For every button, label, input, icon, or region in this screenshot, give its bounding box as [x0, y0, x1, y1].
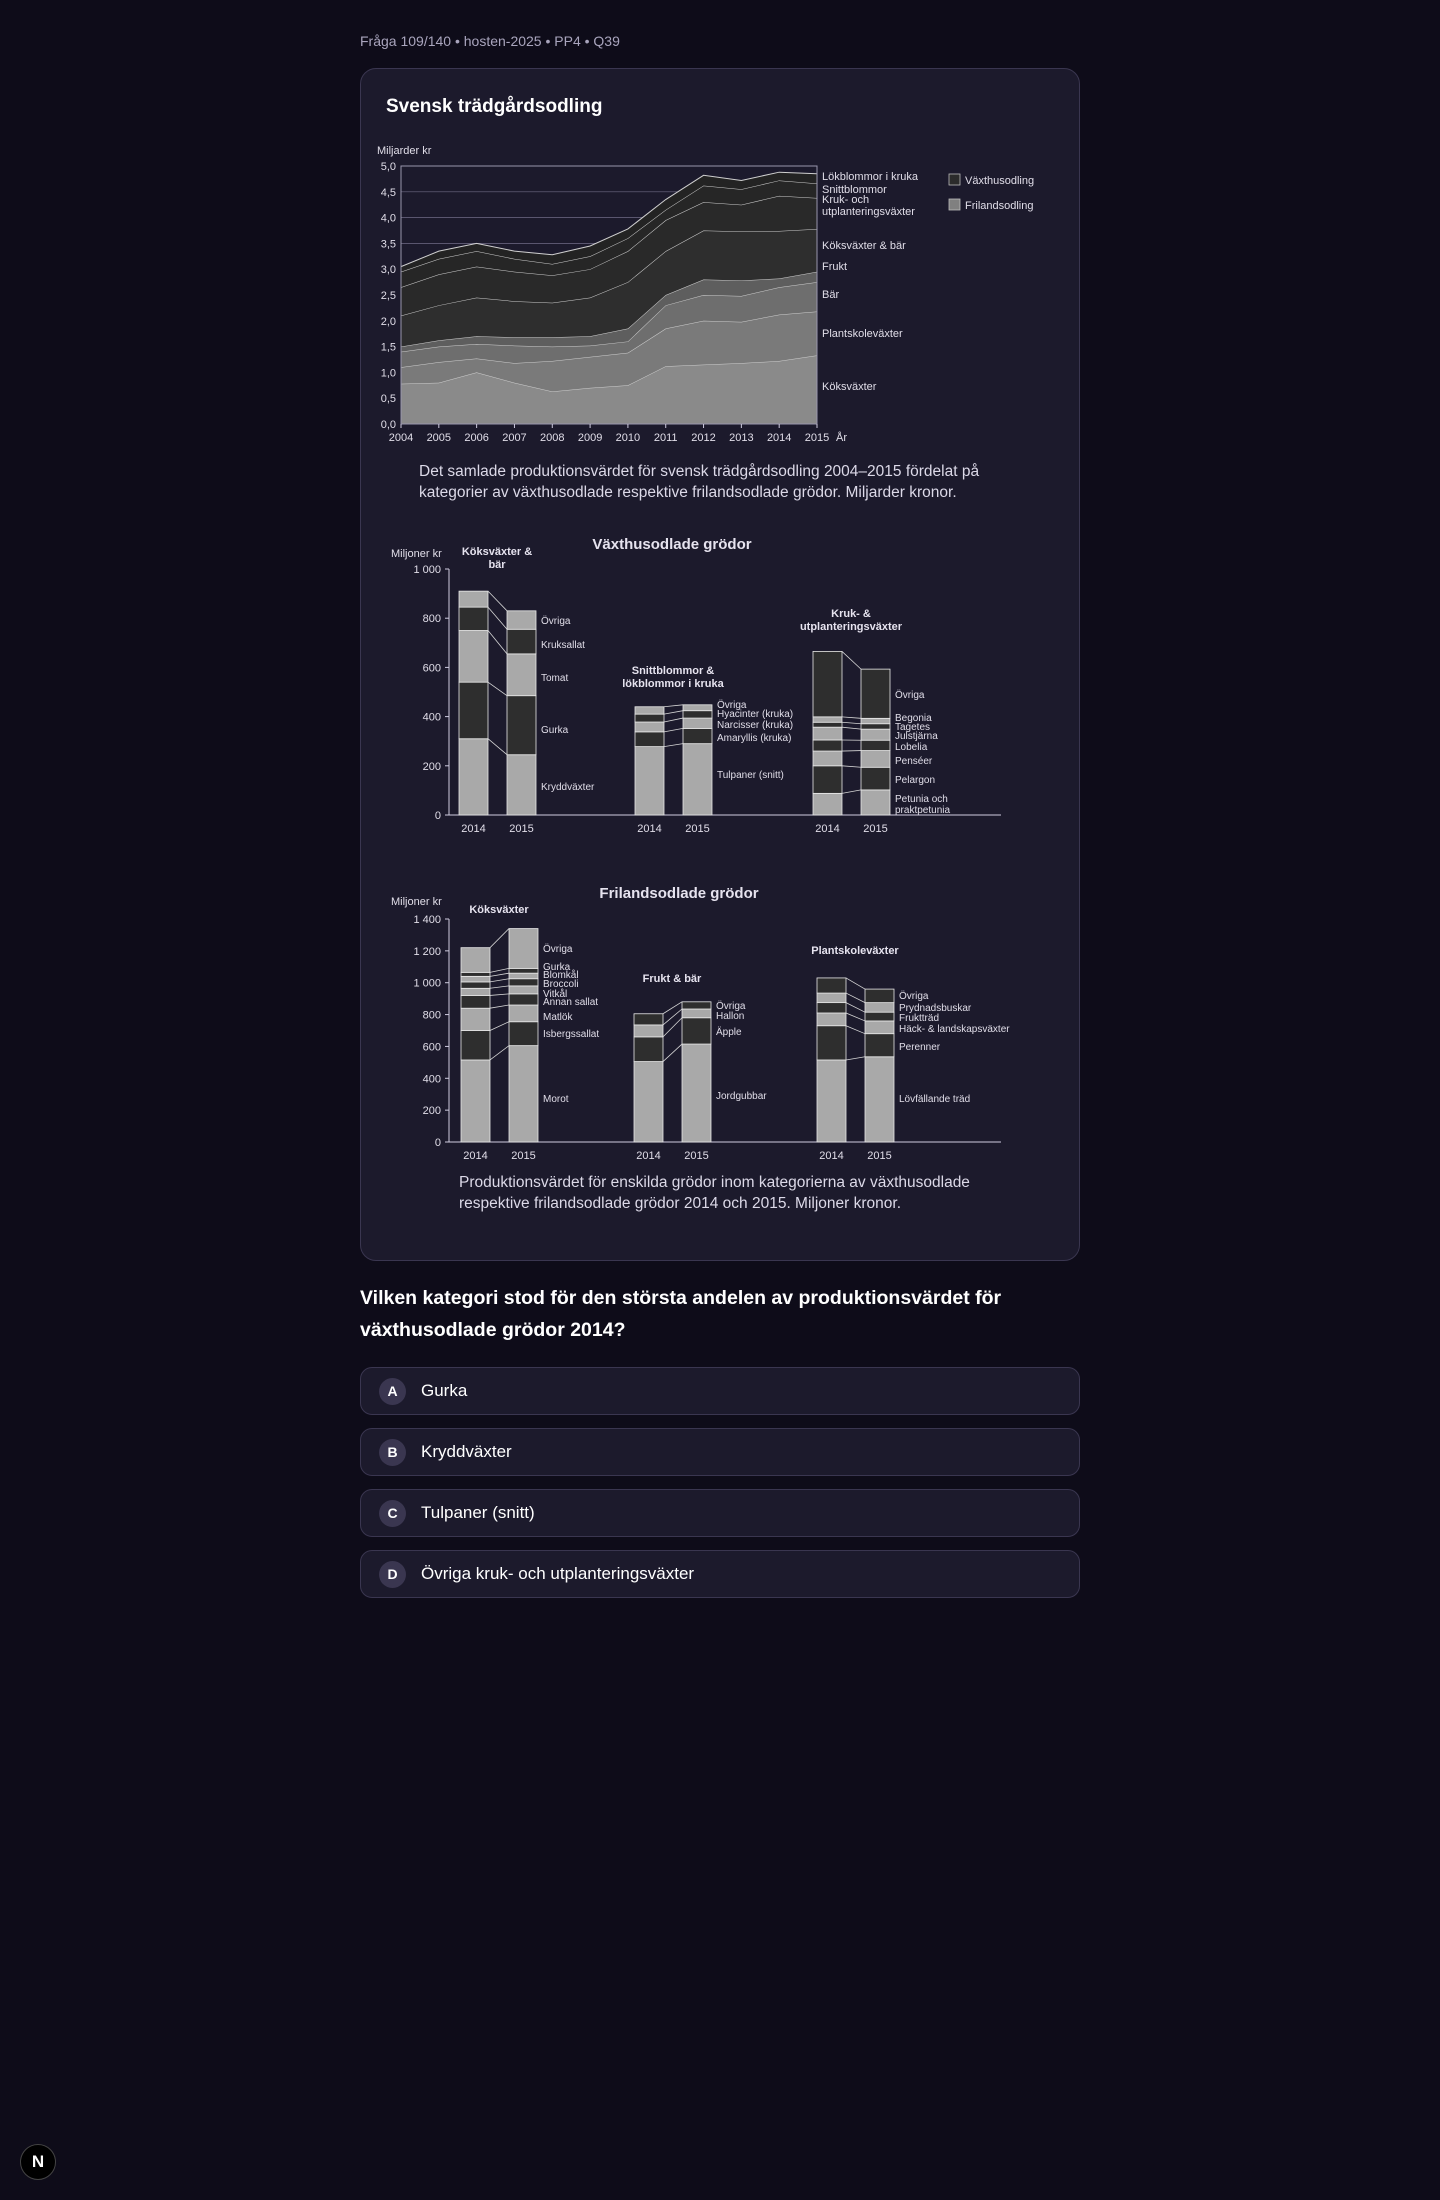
figure-card: [360, 68, 1080, 1261]
segment-label: Gurka: [541, 725, 569, 736]
x-tick-label: 2009: [577, 432, 603, 444]
x-tick-label: 2014: [463, 1150, 488, 1162]
y-tick-label: 2,5: [380, 290, 396, 302]
connector-line: [846, 978, 865, 989]
x-tick-label: 2015: [867, 1150, 892, 1162]
connector-line: [664, 728, 683, 731]
x-tick-label: 2015: [509, 823, 534, 835]
connector-line: [488, 591, 507, 611]
y-tick-label: 800: [422, 613, 441, 626]
segment-label: Övriga: [543, 944, 573, 955]
segment-label: Lövfällande träd: [899, 1094, 971, 1105]
segment-label: Matlök: [543, 1012, 573, 1023]
y-tick-label: 4,0: [380, 212, 396, 225]
option-b[interactable]: [360, 1428, 1080, 1476]
bar-segment: [865, 1003, 894, 1013]
figure-title: Svensk trädgårdsodling: [386, 96, 603, 117]
bar-segment: [507, 611, 536, 629]
series-label: Frukt: [822, 261, 848, 273]
legend-label: Frilandsodling: [965, 200, 1034, 212]
segment-label: Övriga: [716, 1001, 746, 1012]
connector-line: [842, 727, 861, 729]
bar-segment: [507, 654, 536, 696]
y-tick-label: 3,5: [380, 238, 396, 251]
bar-segment: [683, 718, 712, 728]
bar-segment: [507, 629, 536, 654]
greenhouse-bar-chart: [371, 527, 1071, 857]
segment-label: Tomat: [541, 673, 569, 684]
option-letter: C: [379, 1500, 406, 1527]
bar-segment: [813, 651, 842, 716]
bar-segment: [459, 682, 488, 739]
bar-segment: [682, 1018, 711, 1044]
bar-segment: [683, 711, 712, 718]
bar-segment: [509, 973, 538, 979]
bar-segment: [865, 989, 894, 1003]
bar-segment: [507, 755, 536, 815]
segment-label: praktpetunia: [895, 805, 951, 816]
group-title: Frukt & bär: [642, 973, 702, 985]
legend-label: Växthusodling: [965, 175, 1035, 187]
y-tick-label: 400: [422, 1073, 441, 1086]
bar-segment: [461, 982, 490, 988]
x-tick-label: 2012: [691, 432, 716, 444]
bar-segment: [635, 732, 664, 747]
connector-line: [488, 682, 507, 696]
y-tick-label: 600: [422, 1041, 441, 1054]
y-tick-label: 200: [422, 760, 441, 773]
segment-label: Narcisser (kruka): [717, 720, 794, 731]
connector-line: [664, 711, 683, 714]
bar-segment: [817, 1060, 846, 1142]
segment-label: Blomkål: [543, 970, 579, 981]
bar-segment: [634, 1037, 663, 1062]
connector-line: [842, 717, 861, 718]
bar-segment: [682, 1044, 711, 1142]
connector-line: [664, 718, 683, 722]
x-tick-label: 2011: [653, 432, 678, 444]
x-tick-label: 2004: [388, 432, 414, 444]
x-tick-label: 2014: [815, 823, 840, 835]
segment-label: Prydnadsbuskar: [899, 1003, 972, 1014]
x-tick-label: 2015: [511, 1150, 536, 1162]
segment-label: Lobelia: [895, 742, 928, 753]
segment-label: Hallon: [716, 1011, 745, 1022]
x-tick-label: 2015: [685, 823, 710, 835]
bar-segment: [817, 993, 846, 1003]
segment-label: Julstjärna: [895, 731, 938, 742]
segment-label: Övriga: [717, 700, 747, 711]
bar-segment: [817, 1013, 846, 1026]
segment-label: Övriga: [895, 690, 925, 701]
x-tick-label: 2013: [729, 432, 754, 444]
bar-segment: [861, 740, 890, 750]
bar-segment: [861, 724, 890, 729]
segment-label: Jordgubbar: [716, 1091, 767, 1102]
segment-label: Övriga: [899, 991, 929, 1002]
bar-segment: [813, 766, 842, 794]
bar-segment: [817, 1026, 846, 1060]
bar-segment: [813, 727, 842, 740]
x-tick-label: 2014: [637, 823, 662, 835]
segment-label: Fruktträd: [899, 1013, 940, 1024]
bar-segment: [509, 929, 538, 969]
option-c[interactable]: [360, 1489, 1080, 1537]
bar-segment: [461, 972, 490, 976]
connector-line: [663, 1018, 682, 1037]
series-label: utplanteringsväxter: [822, 206, 915, 218]
y-tick-label: 1,5: [380, 341, 396, 354]
segment-label: Äpple: [716, 1027, 742, 1038]
segment-label: Gurka: [543, 962, 571, 973]
segment-label: Broccoli: [543, 979, 579, 990]
x-tick-label: 2007: [502, 432, 527, 444]
y-tick-label: 200: [422, 1105, 441, 1118]
outdoor-bar-chart: [371, 877, 1071, 1197]
group-title: Köksväxter &: [461, 546, 533, 558]
area-chart: [371, 139, 1071, 459]
segment-label: Tagetes: [895, 722, 931, 733]
x-tick-label: 2014: [766, 432, 792, 444]
bar-segment: [461, 988, 490, 995]
y-tick-label: 800: [422, 1009, 441, 1022]
bar-segment: [509, 986, 538, 994]
bar-segment: [813, 751, 842, 766]
y-tick-label: 2,0: [380, 315, 396, 328]
y-tick-label: 4,5: [380, 186, 396, 199]
bar-segment: [461, 995, 490, 1008]
x-tick-label: 2015: [863, 823, 888, 835]
connector-line: [490, 979, 509, 982]
bar-segment: [509, 1046, 538, 1142]
group-title: bär: [488, 559, 506, 571]
bar-segment: [813, 740, 842, 751]
chart-title: Frilandsodlade grödor: [599, 885, 759, 902]
x-tick-label: 2010: [615, 432, 641, 444]
option-label: Tulpaner (snitt): [421, 1503, 535, 1522]
series-label: Köksväxter: [822, 381, 877, 393]
connector-line: [490, 929, 509, 948]
x-tick-label: 2008: [540, 432, 565, 444]
figure-caption-2: Produktionsvärdet för enskilda grödor inom kategorierna av växthusodlade respektive frilandsodlade grödor 2014 och 2015. Miljoner kronor.: [459, 1174, 970, 1212]
bar-segment: [507, 696, 536, 755]
series-label: Plantskoleväxter: [822, 328, 903, 340]
bar-segment: [461, 948, 490, 973]
x-tick-label: 2014: [461, 823, 486, 835]
connector-line: [842, 790, 861, 793]
segment-label: Penséer: [895, 756, 933, 767]
connector-line: [490, 968, 509, 972]
connector-line: [842, 722, 861, 723]
bar-segment: [861, 669, 890, 718]
option-label: Kryddväxter: [421, 1442, 512, 1461]
segment-label: Vitkål: [543, 989, 568, 1000]
bar-segment: [813, 793, 842, 815]
question-text: Vilken kategori stod för den största andelen av produktionsvärdet för växthusodlade grödor 2014?: [360, 1287, 1002, 1341]
series-label: Bär: [822, 289, 840, 301]
bar-segment: [865, 1034, 894, 1057]
y-axis-label: Miljoner kr: [391, 548, 442, 560]
x-axis-label: År: [836, 432, 847, 444]
bar-segment: [459, 591, 488, 607]
bar-segment: [813, 722, 842, 727]
y-tick-label: 1 000: [413, 977, 441, 990]
bar-segment: [861, 751, 890, 768]
bar-segment: [461, 1060, 490, 1142]
legend-swatch: [949, 199, 960, 210]
bar-segment: [634, 1062, 663, 1142]
bar-segment: [861, 767, 890, 790]
group-title: Köksväxter: [469, 904, 529, 916]
y-tick-label: 0: [434, 810, 441, 822]
bar-segment: [634, 1014, 663, 1025]
option-label: Gurka: [421, 1381, 468, 1400]
option-letter: D: [379, 1561, 406, 1588]
option-d[interactable]: [360, 1550, 1080, 1598]
x-tick-label: 2014: [636, 1150, 661, 1162]
group-title: Plantskoleväxter: [811, 945, 899, 957]
y-axis-label: Miljarder kr: [377, 145, 432, 157]
segment-label: Amaryllis (kruka): [717, 733, 792, 744]
bar-segment: [865, 1057, 894, 1142]
connector-line: [842, 766, 861, 767]
y-tick-label: 400: [422, 711, 441, 724]
breadcrumb: Fråga 109/140 • hosten-2025 • PP4 • Q39: [360, 33, 620, 49]
segment-label: Perenner: [899, 1042, 941, 1053]
bar-segment: [683, 705, 712, 711]
group-title: Kruk- &: [831, 608, 871, 620]
segment-label: Hyacinter (kruka): [717, 709, 794, 720]
connector-line: [663, 1002, 682, 1014]
bar-segment: [865, 1021, 894, 1034]
bar-segment: [683, 744, 712, 815]
connector-line: [846, 1057, 865, 1060]
app-logo-icon[interactable]: N: [20, 2144, 56, 2180]
segment-label: Kruksallat: [541, 640, 585, 651]
bar-segment: [635, 714, 664, 722]
y-tick-label: 1 200: [413, 945, 441, 958]
bar-segment: [509, 994, 538, 1005]
segment-label: Morot: [543, 1094, 569, 1105]
y-tick-label: 0,5: [380, 393, 396, 406]
segment-label: Petunia och: [895, 794, 948, 805]
bar-segment: [635, 707, 664, 714]
bar-segment: [459, 739, 488, 815]
segment-label: Isbergssallat: [543, 1029, 600, 1040]
bar-segment: [817, 1003, 846, 1013]
connector-line: [664, 705, 683, 707]
bar-segment: [461, 1031, 490, 1060]
y-tick-label: 1,0: [380, 367, 396, 380]
connector-line: [663, 1044, 682, 1062]
x-tick-label: 2014: [819, 1150, 844, 1162]
segment-label: Pelargon: [895, 775, 936, 786]
figure-caption-1: Det samlade produktionsvärdet för svensk trädgårdsodling 2004–2015 fördelat på kategorier av växthusodlade respektive frilandsodlade grödor. Miljarder kronor.: [419, 463, 980, 501]
y-tick-label: 3,0: [380, 264, 396, 277]
y-tick-label: 0,0: [380, 419, 396, 431]
series-label: Lökblommor i kruka: [822, 171, 918, 183]
bar-segment: [634, 1025, 663, 1037]
y-tick-label: 1 000: [413, 564, 441, 576]
segment-label: Begonia: [895, 713, 932, 724]
legend-swatch: [949, 174, 960, 185]
bar-segment: [509, 1005, 538, 1022]
group-title: utplanteringsväxter: [799, 621, 903, 633]
bar-segment: [682, 1009, 711, 1018]
connector-line: [842, 651, 861, 669]
segment-label: Kryddväxter: [541, 782, 595, 793]
bar-segment: [635, 722, 664, 732]
option-letter: B: [379, 1439, 406, 1466]
y-tick-label: 0: [434, 1137, 441, 1149]
x-tick-label: 2015: [684, 1150, 709, 1162]
bar-segment: [861, 790, 890, 815]
segment-label: Häck- & landskapsväxter: [899, 1024, 1010, 1035]
series-label: Kruk- och: [822, 194, 870, 206]
group-title: Snittblommor &: [631, 665, 715, 677]
x-tick-label: 2015: [804, 432, 830, 444]
chart-title: Växthusodlade grödor: [592, 536, 752, 553]
bar-segment: [461, 1008, 490, 1030]
group-title: lökblommor i kruka: [622, 678, 724, 690]
y-tick-label: 600: [422, 662, 441, 675]
option-a[interactable]: [360, 1367, 1080, 1415]
connector-line: [490, 986, 509, 988]
connector-line: [846, 1013, 865, 1021]
bar-segment: [865, 1012, 894, 1021]
connector-line: [490, 1046, 509, 1060]
y-tick-label: 5,0: [380, 161, 396, 173]
bar-segment: [509, 1022, 538, 1046]
option-letter: A: [379, 1378, 406, 1405]
y-tick-label: 1 400: [413, 914, 441, 926]
x-tick-label: 2005: [426, 432, 452, 444]
bar-segment: [861, 718, 890, 723]
bar-segment: [861, 729, 890, 740]
bar-segment: [459, 631, 488, 683]
connector-line: [488, 739, 507, 755]
connector-line: [488, 607, 507, 629]
series-label: Snittblommor: [822, 184, 887, 196]
option-label: Övriga kruk- och utplanteringsväxter: [421, 1564, 695, 1583]
bar-segment: [683, 728, 712, 743]
connector-line: [490, 994, 509, 996]
bar-segment: [459, 607, 488, 630]
connector-line: [664, 744, 683, 747]
x-tick-label: 2006: [464, 432, 489, 444]
bar-segment: [509, 979, 538, 986]
connector-line: [488, 631, 507, 654]
connector-line: [490, 973, 509, 976]
series-label: Köksväxter & bär: [822, 240, 906, 252]
connector-line: [663, 1009, 682, 1025]
segment-label: Övriga: [541, 616, 571, 627]
connector-line: [490, 1005, 509, 1008]
connector-line: [846, 993, 865, 1003]
y-axis-label: Miljoner kr: [391, 896, 442, 908]
segment-label: Annan sallat: [543, 997, 599, 1008]
connector-line: [846, 1026, 865, 1034]
connector-line: [846, 1003, 865, 1013]
bar-segment: [813, 717, 842, 722]
bar-segment: [682, 1002, 711, 1009]
bar-segment: [635, 747, 664, 815]
bar-segment: [461, 976, 490, 982]
segment-label: Tulpaner (snitt): [717, 770, 784, 781]
connector-line: [490, 1022, 509, 1031]
bar-segment: [817, 978, 846, 993]
bar-segment: [509, 968, 538, 973]
